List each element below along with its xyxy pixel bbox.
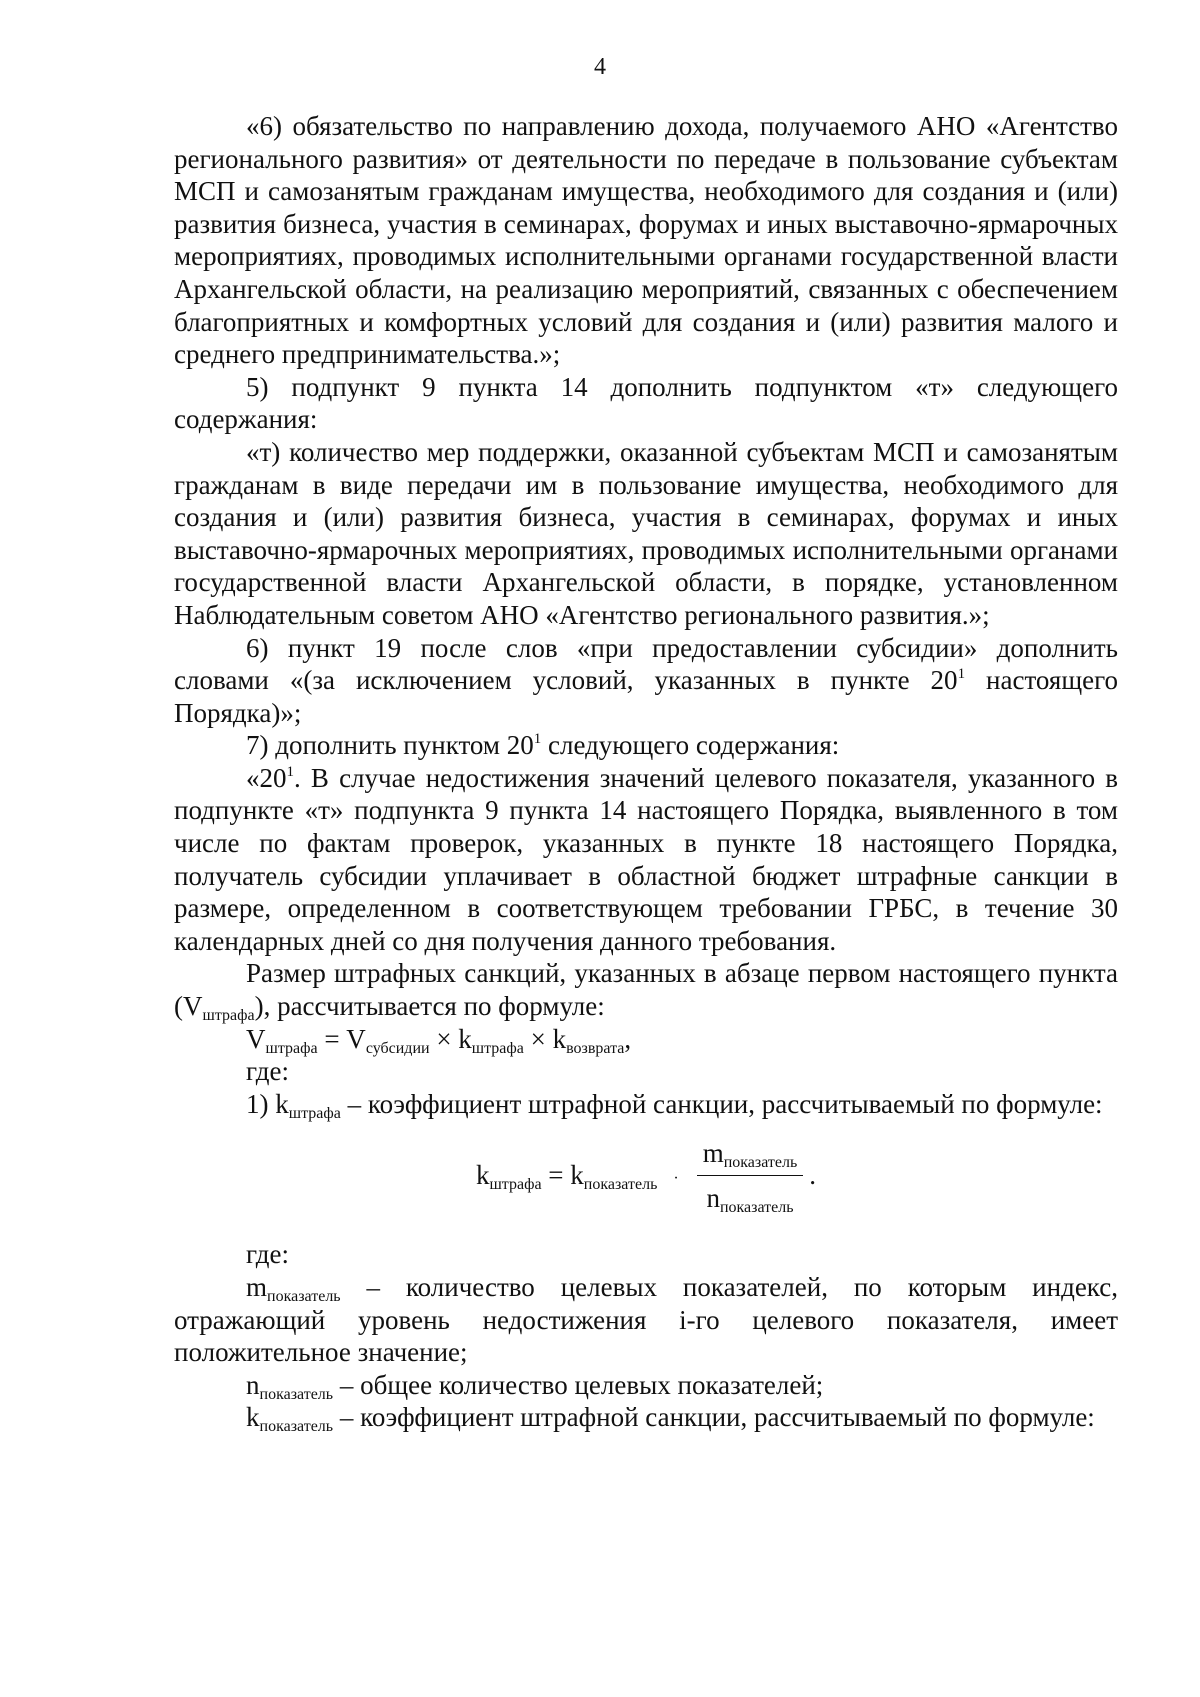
formula-subscript: возврата	[566, 1039, 625, 1057]
paragraph-subitem-t: «т) количество мер поддержки, оказанной субъектам МСП и самозанятым гражданам в виде передачи им в пользование имущества, необходимого для создания и (или) развития бизнеса, участия в семинарах, форумах и иных выставочно-ярмарочных мероприятиях, проводимых исполнительными органами государственной власти Архангельской области, в порядке, установленном Наблюдательным советом АНО «Агентство регионального развития.»;	[174, 436, 1118, 630]
document-body	[174, 110, 1118, 1434]
text-run: . В случае недостижения значений целевого показателя, указанного в подпункте «т» подпункта 9 пункта 14 настоящего Порядка, выявленного в том числе по фактам проверок, указанных в пункте 18 настоящего Порядка, получатель субсидии уплачивает в областной бюджет штрафные санкции в размере, определенном в соответствующем требовании ГРБС, в течение 30 календарных дней со дня получения данного требования.	[174, 762, 1118, 956]
formula-symbol: × k	[429, 1023, 472, 1054]
superscript: 1	[533, 731, 542, 748]
formula-symbol: × k	[523, 1023, 567, 1054]
formula-penalty	[174, 1023, 1118, 1056]
superscript: 1	[957, 666, 966, 683]
formula-symbol: ,	[624, 1023, 632, 1054]
paragraph-n-indicator	[174, 1369, 1118, 1402]
text-run: следующего содержания:	[541, 730, 840, 761]
text-run: – коэффициент штрафной санкции, рассчитываемый по формуле:	[333, 1402, 1095, 1433]
text-run: настоящего Порядка)»;	[174, 665, 1118, 728]
paragraph-where-1: где:	[246, 1056, 289, 1087]
text-run: Размер штрафных санкций, указанных в абзаце первом настоящего пункта (V	[174, 958, 1118, 1022]
text-run: ), рассчитывается по формуле:	[254, 991, 605, 1022]
formula-subscript: штрафа	[265, 1039, 318, 1057]
formula-coefficient	[174, 1130, 1118, 1220]
paragraph-item-20-1	[174, 762, 1118, 958]
paragraph-obligation-6: «6) обязательство по направлению дохода, получаемого АНО «Агентство регионального развития» от деятельности по передаче в пользование субъектам МСП и самозанятым гражданам имущества, необходимого для создания и (или) развития бизнеса, участия в семинарах, форумах и иных выставочно-ярмарочных мероприятиях, проводимых исполнительными органами государственной власти Архангельской области, на реализацию мероприятий, связанных с обеспечением благоприятных и комфортных условий для создания и (или) развития малого и среднего предпринимательства.»;	[174, 111, 1118, 370]
subscript: показатель	[259, 1418, 334, 1436]
paragraph-item-6	[174, 632, 1118, 730]
formula-subscript: штрафа	[489, 1176, 542, 1194]
paragraph-penalty-size	[174, 957, 1118, 1025]
text-run: – общее количество целевых показателей;	[333, 1369, 824, 1400]
formula-symbol: m	[702, 1137, 724, 1168]
formula-symbol: = V	[317, 1023, 366, 1054]
text-run: k	[246, 1402, 260, 1433]
text-run: – коэффициент штрафной санкции, рассчитываемый по формуле:	[340, 1088, 1103, 1119]
text-run: «20	[246, 762, 287, 793]
formula-lhs	[476, 1159, 657, 1192]
text-run: 6) пункт 19 после слов «при предоставлении субсидии» дополнить словами «(за исключением условий, указанных в пункте 20	[174, 632, 1118, 696]
paragraph-item-7	[174, 729, 1118, 762]
text-run: n	[246, 1369, 260, 1400]
fraction-numerator	[697, 1137, 804, 1176]
formula-symbol: V	[246, 1023, 266, 1054]
formula-mid-dot: ·	[673, 1170, 679, 1188]
subscript: показатель	[259, 1385, 334, 1403]
paragraph-k-indicator	[174, 1401, 1118, 1434]
formula-subscript: штрафа	[471, 1039, 524, 1057]
subscript: показатель	[267, 1288, 341, 1305]
paragraph-coefficient-1	[174, 1088, 1118, 1121]
formula-symbol: = k	[541, 1160, 584, 1191]
text-run: 7) дополнить пунктом 20	[246, 730, 534, 761]
formula-subscript: показатель	[719, 1198, 794, 1216]
superscript: 1	[286, 763, 294, 780]
subscript: штрафа	[202, 1007, 255, 1025]
formula-subscript: субсидии	[365, 1039, 430, 1057]
paragraph-m-indicator	[174, 1271, 1118, 1369]
fraction-denominator	[700, 1176, 799, 1214]
formula-fraction	[697, 1137, 804, 1214]
paragraph-item-5: 5) подпункт 9 пункта 14 дополнить подпунктом «т» следующего содержания:	[174, 371, 1118, 435]
formula-symbol: k	[475, 1160, 490, 1191]
page-number: 4	[594, 54, 606, 80]
formula-subscript: показатель	[583, 1176, 658, 1194]
text-run: 1) k	[246, 1088, 289, 1119]
text-run: – количество целевых показателей, по которым индекс, отражающий уровень недостижения i-го целевого показателя, имеет положительное значение;	[174, 1272, 1118, 1368]
subscript: штрафа	[288, 1104, 341, 1122]
formula-period: .	[809, 1160, 817, 1191]
paragraph-where-2: где:	[246, 1239, 289, 1270]
formula-symbol: n	[706, 1182, 720, 1213]
text-run: m	[246, 1272, 268, 1302]
formula-subscript: показатель	[723, 1153, 798, 1171]
